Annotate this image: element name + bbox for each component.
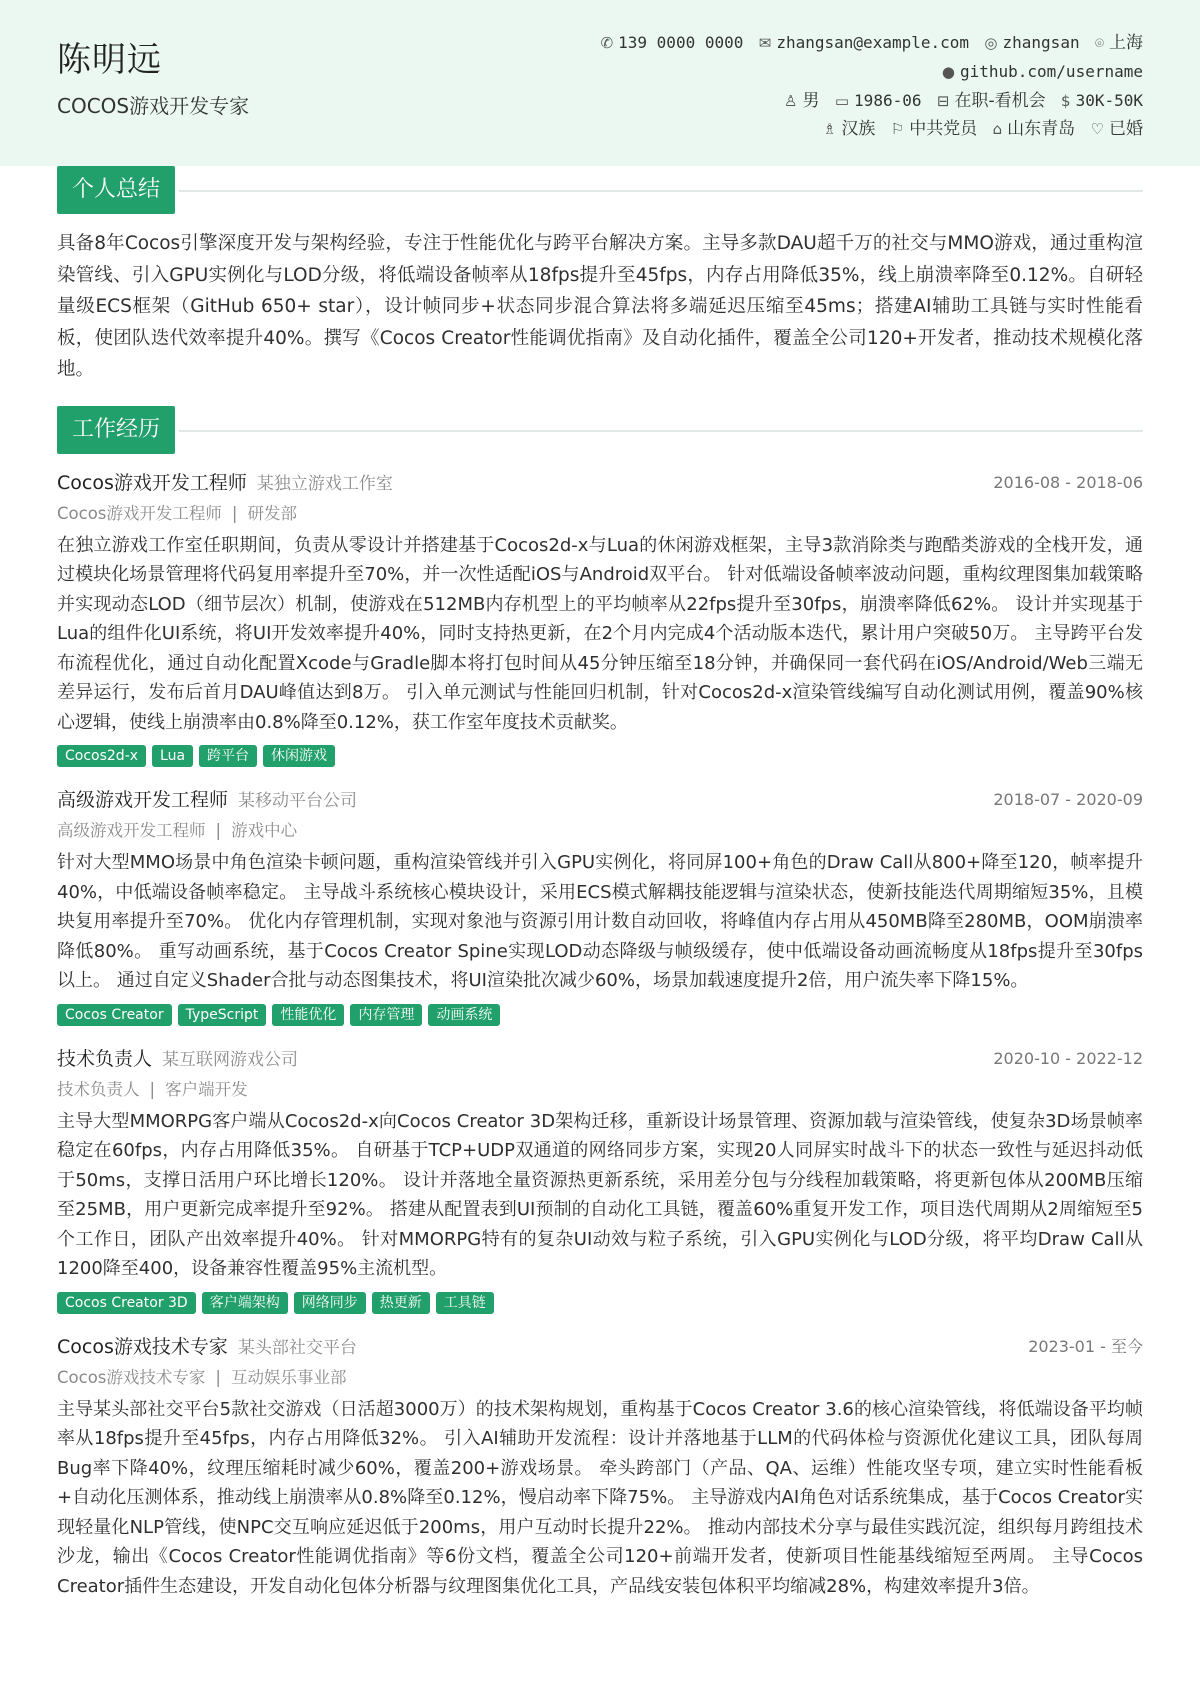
job-description: 针对大型MMO场景中角色渲染卡顿问题，重构渲染管线并引入GPU实例化，将同屏100+角色的Draw Call从800+降至120，帧率提升40%，中低端设备帧率稳定。 主导战斗系统核心模块设计，采用ECS模式解耦技能逻辑与渲染状态，使新技能迭代周期缩短35%，且模块复用率提升至70%。 优化内存管理机制，实现对象池与资源引用计数自动回收，将峰值内存占用从450MB降至280MB，OOM崩溃率降低80%。 重写动画系统，基于Cocos Creator Spine实现LOD动态降级与帧级缓存，使中低端设备动画流畅度从18fps提升至30fps以上。 通过自定义Shader合批与动态图集技术，将UI渲染批次减少60%，场景加载速度提升2倍，用户流失率下降15%。	[57, 852, 1143, 991]
github-item[interactable]	[942, 57, 1143, 87]
job-department: 游戏中心	[231, 821, 298, 840]
status-item	[937, 87, 1046, 116]
job-date: 2018-07 - 2020-09	[993, 790, 1143, 809]
contact-row-2	[591, 57, 1143, 86]
mail-icon: ✉	[758, 34, 772, 52]
email-value: zhangsan@example.com	[776, 33, 970, 52]
job-separator: |	[215, 821, 222, 840]
job-header	[57, 785, 1143, 815]
people-icon: ♗	[822, 120, 837, 138]
job-subline	[57, 815, 1143, 846]
phone-icon: ✆	[600, 34, 614, 52]
skill-tag: 工具链	[436, 1292, 494, 1314]
birth-value: 1986-06	[854, 91, 922, 110]
ethnicity-value: 汉族	[841, 119, 876, 139]
skill-tag: 性能优化	[272, 1004, 344, 1026]
summary-section-title: 个人总结	[57, 166, 175, 214]
section-divider	[179, 430, 1143, 432]
job-date: 2020-10 - 2022-12	[993, 1048, 1143, 1068]
location-pin-icon: ⌾	[1094, 34, 1104, 52]
skill-tag: Cocos2d-x	[57, 745, 146, 767]
politics-value: 中共党员	[909, 119, 978, 139]
email-item[interactable]	[759, 28, 969, 58]
resume-content	[57, 166, 1143, 1609]
job-tags	[57, 1292, 1143, 1326]
phone-item	[601, 28, 744, 58]
job-header	[57, 1332, 1143, 1362]
gender-item	[784, 87, 819, 116]
job-date: 2016-08 - 2018-06	[993, 472, 1143, 492]
contact-row-1	[591, 28, 1143, 57]
job-department: 客户端开发	[165, 1079, 248, 1099]
job-entry	[57, 1044, 1143, 1326]
skill-tag: TypeScript	[178, 1004, 267, 1026]
job-subline	[57, 1362, 1143, 1393]
job-department: 互动娱乐事业部	[230, 1367, 347, 1387]
job-position: 高级游戏开发工程师	[57, 821, 206, 840]
resume-header	[0, 0, 1200, 166]
github-icon: ●	[941, 63, 955, 81]
job-description: 在独立游戏工作室任职期间，负责从零设计并搭建基于Cocos2d-x与Lua的休闲游戏框架，主导3款消除类与跑酷类游戏的全栈开发，通过模块化场景管理将代码复用率提升至70%，并一次性适配iOS与Android双平台。 针对低端设备帧率波动问题，重构纹理图集加载策略并实现动态LOD（细节层次）机制，使游戏在512MB内存机型上的平均帧率从22fps提升至30fps，崩溃率降低62%。 设计并实现基于Lua的组件化UI系统，将UI开发效率提升40%，同时支持热更新，在2个月内完成4个活动版本迭代，累计用户突破50万。 主导跨平台发布流程优化，通过自动化配置Xcode与Gradle脚本将打包时间从45分钟压缩至18分钟，并确保同一套代码在iOS/Android/Web三端无差异运行，发布后首月DAU峰值达到8万。 引入单元测试与性能回归机制，针对Cocos2d-x渲染管线编写自动化测试用例，覆盖90%核心逻辑，使线上崩溃率由0.8%降至0.12%，获工作室年度技术贡献奖。	[57, 534, 1143, 733]
birth-item	[835, 86, 922, 116]
briefcase-icon: ⊟	[936, 92, 950, 110]
job-company: 某头部社交平台	[237, 1337, 357, 1358]
person-icon: ♙	[784, 92, 798, 110]
job-description: 主导大型MMORPG客户端从Cocos2d-x向Cocos Creator 3D架构迁移，重新设计场景管理、资源加载与渲染管线，使复杂3D场景帧率稳定在60fps，内存占用降低35%。 自研基于TCP+UDP双通道的网络同步方案，实现20人同屏实时战斗下的状态一致性与延迟抖动低于50ms，支撑日活用户环比增长120%。 设计并落地全量资源热更新系统，采用差分包与分线程加载策略，将更新包体从200MB压缩至25MB，用户更新完成率提升至92%。 搭建从配置表到UI预制的自动化工具链，覆盖60%重复开发工作，项目迭代周期从2周缩短至5个工作日，团队产出效率提升40%。 针对MMORPG特有的复杂UI动效与粒子系统，引入GPU实例化与LOD分级，将平均Draw Call从1200降至400，设备兼容性覆盖95%主流机型。	[57, 1110, 1143, 1279]
job-tags	[57, 745, 1143, 779]
salary-item	[1061, 86, 1143, 116]
job-department: 研发部	[247, 503, 297, 523]
marital-item	[1091, 115, 1143, 144]
skill-tag: 网络同步	[294, 1292, 366, 1314]
wechat-value: zhangsan	[1002, 33, 1080, 52]
job-entry	[57, 1332, 1143, 1602]
summary-text: 具备8年Cocos引擎深度开发与架构经验，专注于性能优化与跨平台解决方案。主导多款DAU超千万的社交与MMO游戏，通过重构渲染管线、引入GPU实例化与LOD分级，将低端设备帧率从18fps提升至45fps，内存占用降低35%，线上崩溃率降至0.12%。自研轻量级ECS框架（GitHub 650+ star），设计帧同步+状态同步混合算法将多端延迟压缩至45ms；搭建AI辅助工具链与实时性能看板，使团队迭代效率提升40%。撰写《Cocos Creator性能调优指南》及自动化插件，覆盖全公司120+开发者，推动技术规模化落地。	[57, 233, 1143, 380]
job-company: 某互联网游戏公司	[162, 1049, 299, 1070]
location-item	[1095, 29, 1143, 58]
hometown-item	[993, 115, 1076, 144]
experience-section-header	[57, 406, 1143, 456]
flag-icon: ⚐	[890, 120, 905, 138]
job-header	[57, 1044, 1143, 1074]
job-subline	[57, 1074, 1143, 1105]
skill-tag: 内存管理	[350, 1004, 422, 1026]
skill-tag: Cocos Creator	[57, 1004, 172, 1026]
summary-section-header	[57, 166, 1143, 216]
job-position: Cocos游戏技术专家	[57, 1367, 206, 1387]
money-icon: $	[1061, 92, 1071, 110]
job-role: Cocos游戏开发工程师	[57, 471, 247, 494]
job-tags	[57, 1004, 1143, 1038]
job-position: Cocos游戏开发工程师	[57, 503, 222, 523]
section-divider	[179, 190, 1143, 192]
hometown-value: 山东青岛	[1007, 119, 1076, 139]
job-entry	[57, 785, 1143, 1038]
job-subline	[57, 498, 1143, 529]
ethnicity-item	[823, 115, 875, 144]
job-role: 技术负责人	[57, 1047, 153, 1070]
contact-info	[591, 28, 1143, 144]
job-header	[57, 468, 1143, 498]
job-separator: |	[149, 1079, 156, 1099]
gender-value: 男	[802, 91, 820, 111]
job-entry	[57, 468, 1143, 780]
job-description: 主导某头部社交平台5款社交游戏（日活超3000万）的技术架构规划，重构基于Cocos Creator 3.6的核心渲染管线，将低端设备平均帧率从18fps提升至45fps，内存占用降低32%。 引入AI辅助开发流程：设计并落地基于LLM的代码体检与资源优化建议工具，团队每周Bug率下降40%，纹理压缩耗时减少60%，覆盖200+游戏场景。 牵头跨部门（产品、QA、运维）性能攻坚专项，建立实时性能看板+自动化压测体系，推动线上崩溃率从0.8%降至0.12%，慢启动率下降75%。 主导游戏内AI角色对话系统集成，基于Cocos Creator实现轻量化NLP管线，使NPC交互响应延迟低于200ms，用户互动时长提升22%。 推动内部技术分享与最佳实践沉淀，组织每月跨组技术沙龙，输出《Cocos Creator性能调优指南》等6份文档，覆盖全公司120+前端开发者，使新项目性能基线缩短至两周。 主导Cocos Creator插件生态建设，开发自动化包体分析器与纹理图集优化工具，产品线安装包体积平均缩减28%，构建效率提升3倍。	[57, 1398, 1143, 1597]
skill-tag: 休闲游戏	[263, 745, 335, 767]
location-value: 上海	[1109, 33, 1143, 53]
calendar-icon: ▭	[834, 92, 850, 110]
wechat-icon: ◎	[984, 34, 998, 52]
skill-tag: 动画系统	[428, 1004, 500, 1026]
contact-row-3	[591, 86, 1143, 115]
skill-tag: Cocos Creator 3D	[57, 1292, 196, 1314]
job-position: 技术负责人	[57, 1079, 140, 1099]
experience-section-title: 工作经历	[57, 406, 175, 454]
heart-icon: ♡	[1090, 120, 1104, 138]
candidate-title: COCOS游戏开发专家	[57, 94, 250, 118]
salary-value: 30K-50K	[1075, 91, 1143, 110]
skill-tag: 跨平台	[199, 745, 257, 767]
job-company: 某独立游戏工作室	[256, 473, 393, 494]
skill-tag: Lua	[152, 745, 193, 767]
job-company: 某移动平台公司	[238, 791, 358, 811]
wechat-item	[984, 28, 1079, 58]
phone-value: 139 0000 0000	[618, 33, 744, 52]
politics-item	[891, 115, 977, 144]
skill-tag: 客户端架构	[202, 1292, 288, 1314]
marital-value: 已婚	[1109, 119, 1143, 139]
job-separator: |	[215, 1367, 221, 1387]
status-value: 在职-看机会	[954, 91, 1046, 111]
github-value: github.com/username	[959, 62, 1143, 81]
job-separator: |	[231, 503, 238, 523]
job-date: 2023-01 - 至今	[1028, 1336, 1143, 1356]
job-role: 高级游戏开发工程师	[57, 789, 229, 811]
home-icon: ⌂	[992, 120, 1003, 138]
candidate-name: 陈明远	[57, 40, 162, 80]
contact-row-4	[591, 115, 1143, 144]
job-role: Cocos游戏技术专家	[57, 1335, 228, 1358]
skill-tag: 热更新	[372, 1292, 430, 1314]
